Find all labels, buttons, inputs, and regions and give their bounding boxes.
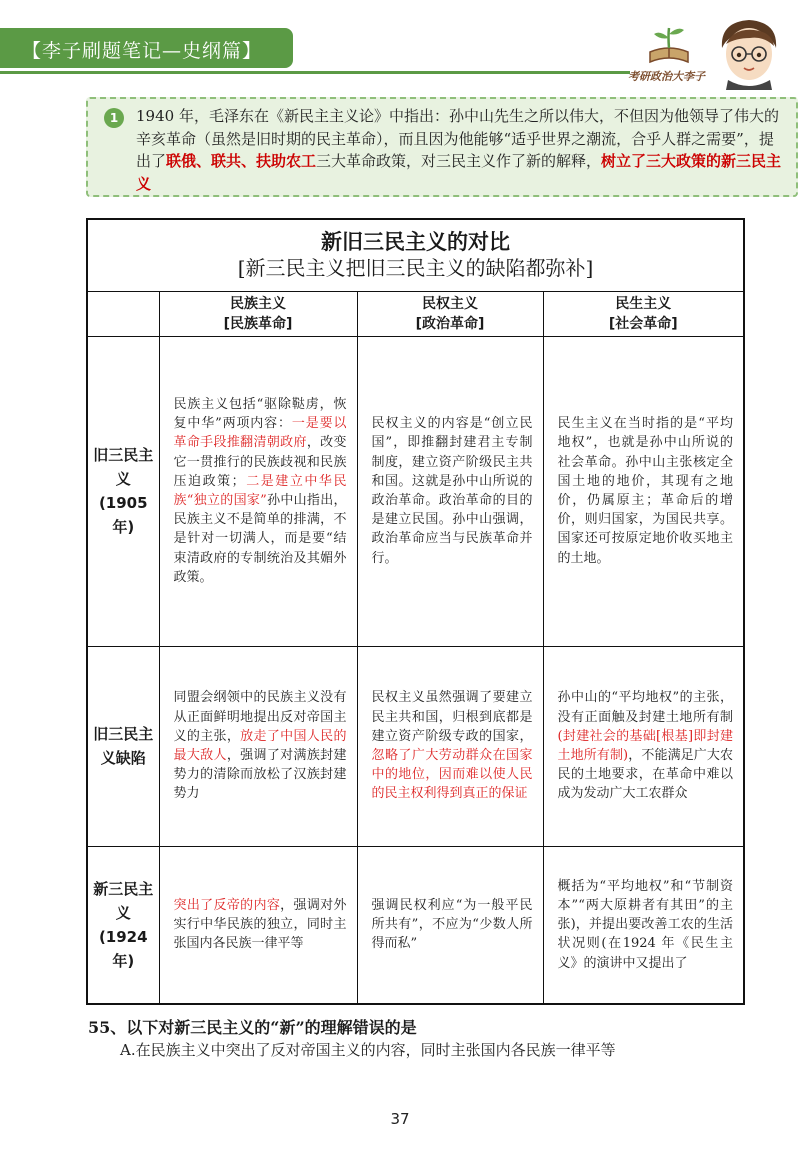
table-cell: 概括为“平均地权”和“节制资本”“两大原耕者有其田”的主张)，并提出要改善工农的生活状况则(在1924 年《民生主义》的演讲中又提出了 <box>543 846 744 1004</box>
row-header: 旧三民主义(1905年) <box>87 336 159 646</box>
question-text: 55、以下对新三民主义的“新”的理解错误的是 <box>88 1018 417 1037</box>
cell-text: ，不能满足广大农民的土地要求，在革命中难以成为发动广大工农群众 <box>557 748 734 802</box>
note-text-part: 1940 年，毛泽东在《新民主主义论》中指出：孙中山先生之所以伟大，不但因为他领导了伟大的辛亥革命（虽然是旧时期的民主革命），而且因为他能够“适乎世界之潮流，合乎人群之需要”，提出了 <box>136 107 779 170</box>
table-title <box>87 219 744 291</box>
table-cell: 强调民权利应“为一般平民所共有”，不应为“少数人所得而私” <box>357 846 543 1004</box>
column-header <box>543 291 744 336</box>
cell-highlight: 一是要以革命手段推翻清朝政府 <box>173 416 347 451</box>
table-subtitle: [新三民主义把旧三民主义的缺陷都弥补] <box>237 256 594 281</box>
cell-highlight: 突出了反帝的内容 <box>173 897 281 913</box>
table-cell <box>159 336 357 646</box>
table-cell <box>159 646 357 846</box>
note-highlight-bold: 树立了三大政策的新三民主义 <box>136 152 782 193</box>
header-divider <box>0 71 630 74</box>
column-tag: [民族革命] <box>223 315 293 332</box>
table-cell: 民权主义的内容是“创立民国”，即推翻封建君主专制制度，建立资产阶级民主共和国。这就是孙中山所说的政治革命。政治革命的目的是建立民国。孙中山强调，政治革命应当与民族革命并行。 <box>357 336 543 646</box>
cell-highlight: 放走了中国人民的最大敌人 <box>173 728 347 763</box>
cell-text: ，改变它一贯推行的民族歧视和民族压迫政策； <box>173 435 347 489</box>
note-text-part: 三大革命政策，对三民主义作了新的解释， <box>316 152 602 170</box>
row-header: 新三民主义(1924年) <box>87 846 159 1004</box>
cell-text: 孙中山的“平均地权”的主张，没有正面触及封建土地所有制 <box>557 690 734 725</box>
cell-text: 民族主义包括“驱除鞑虏，恢复中华”两项内容： <box>173 396 347 432</box>
note-highlight: 联俄、联共、扶助农工 <box>166 152 317 170</box>
table-row <box>87 336 744 646</box>
table-cell <box>159 846 357 1004</box>
note-text <box>136 105 786 195</box>
column-name: 民权主义 <box>422 295 478 312</box>
header-title: 【李子刷题笔记—史纲篇】 <box>22 40 263 62</box>
key-point-note <box>86 97 798 197</box>
row-header: 旧三民主义缺陷 <box>87 646 159 846</box>
table-row <box>87 846 744 1004</box>
brand-logo <box>628 22 710 84</box>
column-header <box>159 291 357 336</box>
answer-option-a[interactable]: A.在民族主义中突出了反对帝国主义的内容，同时主张国内各民族一律平等 <box>120 1041 616 1059</box>
cell-text: 孙中山指出，民族主义不是简单的排满，不是针对一切满人，而是要“结束清政府的专制统治及其媚外政策。 <box>173 493 347 585</box>
cell-highlight: 二是建立中华民族“独立的国家” <box>173 473 347 508</box>
cell-highlight: 忽略了广大劳动群众在国家中的地位，因而难以使人民的民主权利得到真正的保证 <box>371 748 533 802</box>
cell-highlight: (封建社会的基础[根基]即封建土地所有制) <box>557 728 734 763</box>
note-number-badge: 1 <box>104 108 124 128</box>
column-name: 民生主义 <box>615 295 672 312</box>
page-number: 37 <box>390 1110 410 1128</box>
table-row <box>87 646 744 846</box>
header-banner <box>0 28 293 68</box>
cell-text: ，强调对外实行中华民族的独立，同时主张国内各民族一律平等 <box>173 897 347 952</box>
cell-text: 同盟会纲领中的民族主义没有从正面鲜明地提出反对帝国主义的主张， <box>173 690 347 744</box>
book-sprout-icon <box>646 22 692 66</box>
column-tag: [社会革命] <box>608 315 678 332</box>
column-header <box>357 291 543 336</box>
column-tag: [政治革命] <box>415 315 485 332</box>
comparison-table <box>86 218 745 1005</box>
column-name: 民族主义 <box>230 295 286 312</box>
table-cell <box>543 646 744 846</box>
table-cell <box>357 646 543 846</box>
cell-text: 民权主义虽然强调了要建立民主共和国，归根到底都是建立资产阶级专政的国家， <box>371 690 533 744</box>
table-corner <box>87 291 159 336</box>
table-title-text: 新旧三民主义的对比 <box>321 229 511 255</box>
logo-text: 考研政治大李子 <box>628 70 705 83</box>
avatar <box>714 14 784 90</box>
cell-text: ，强调了对满族封建势力的清除而放松了汉族封建势力 <box>173 748 347 802</box>
table-cell: 民生主义在当时指的是“平均地权”，也就是孙中山所说的社会革命。孙中山主张核定全国土地的地价，其现有之地价，仍属原主；革命后的增价，则归国家，为国民共享。国家还可按原定地价收买地主的土地。 <box>543 336 744 646</box>
